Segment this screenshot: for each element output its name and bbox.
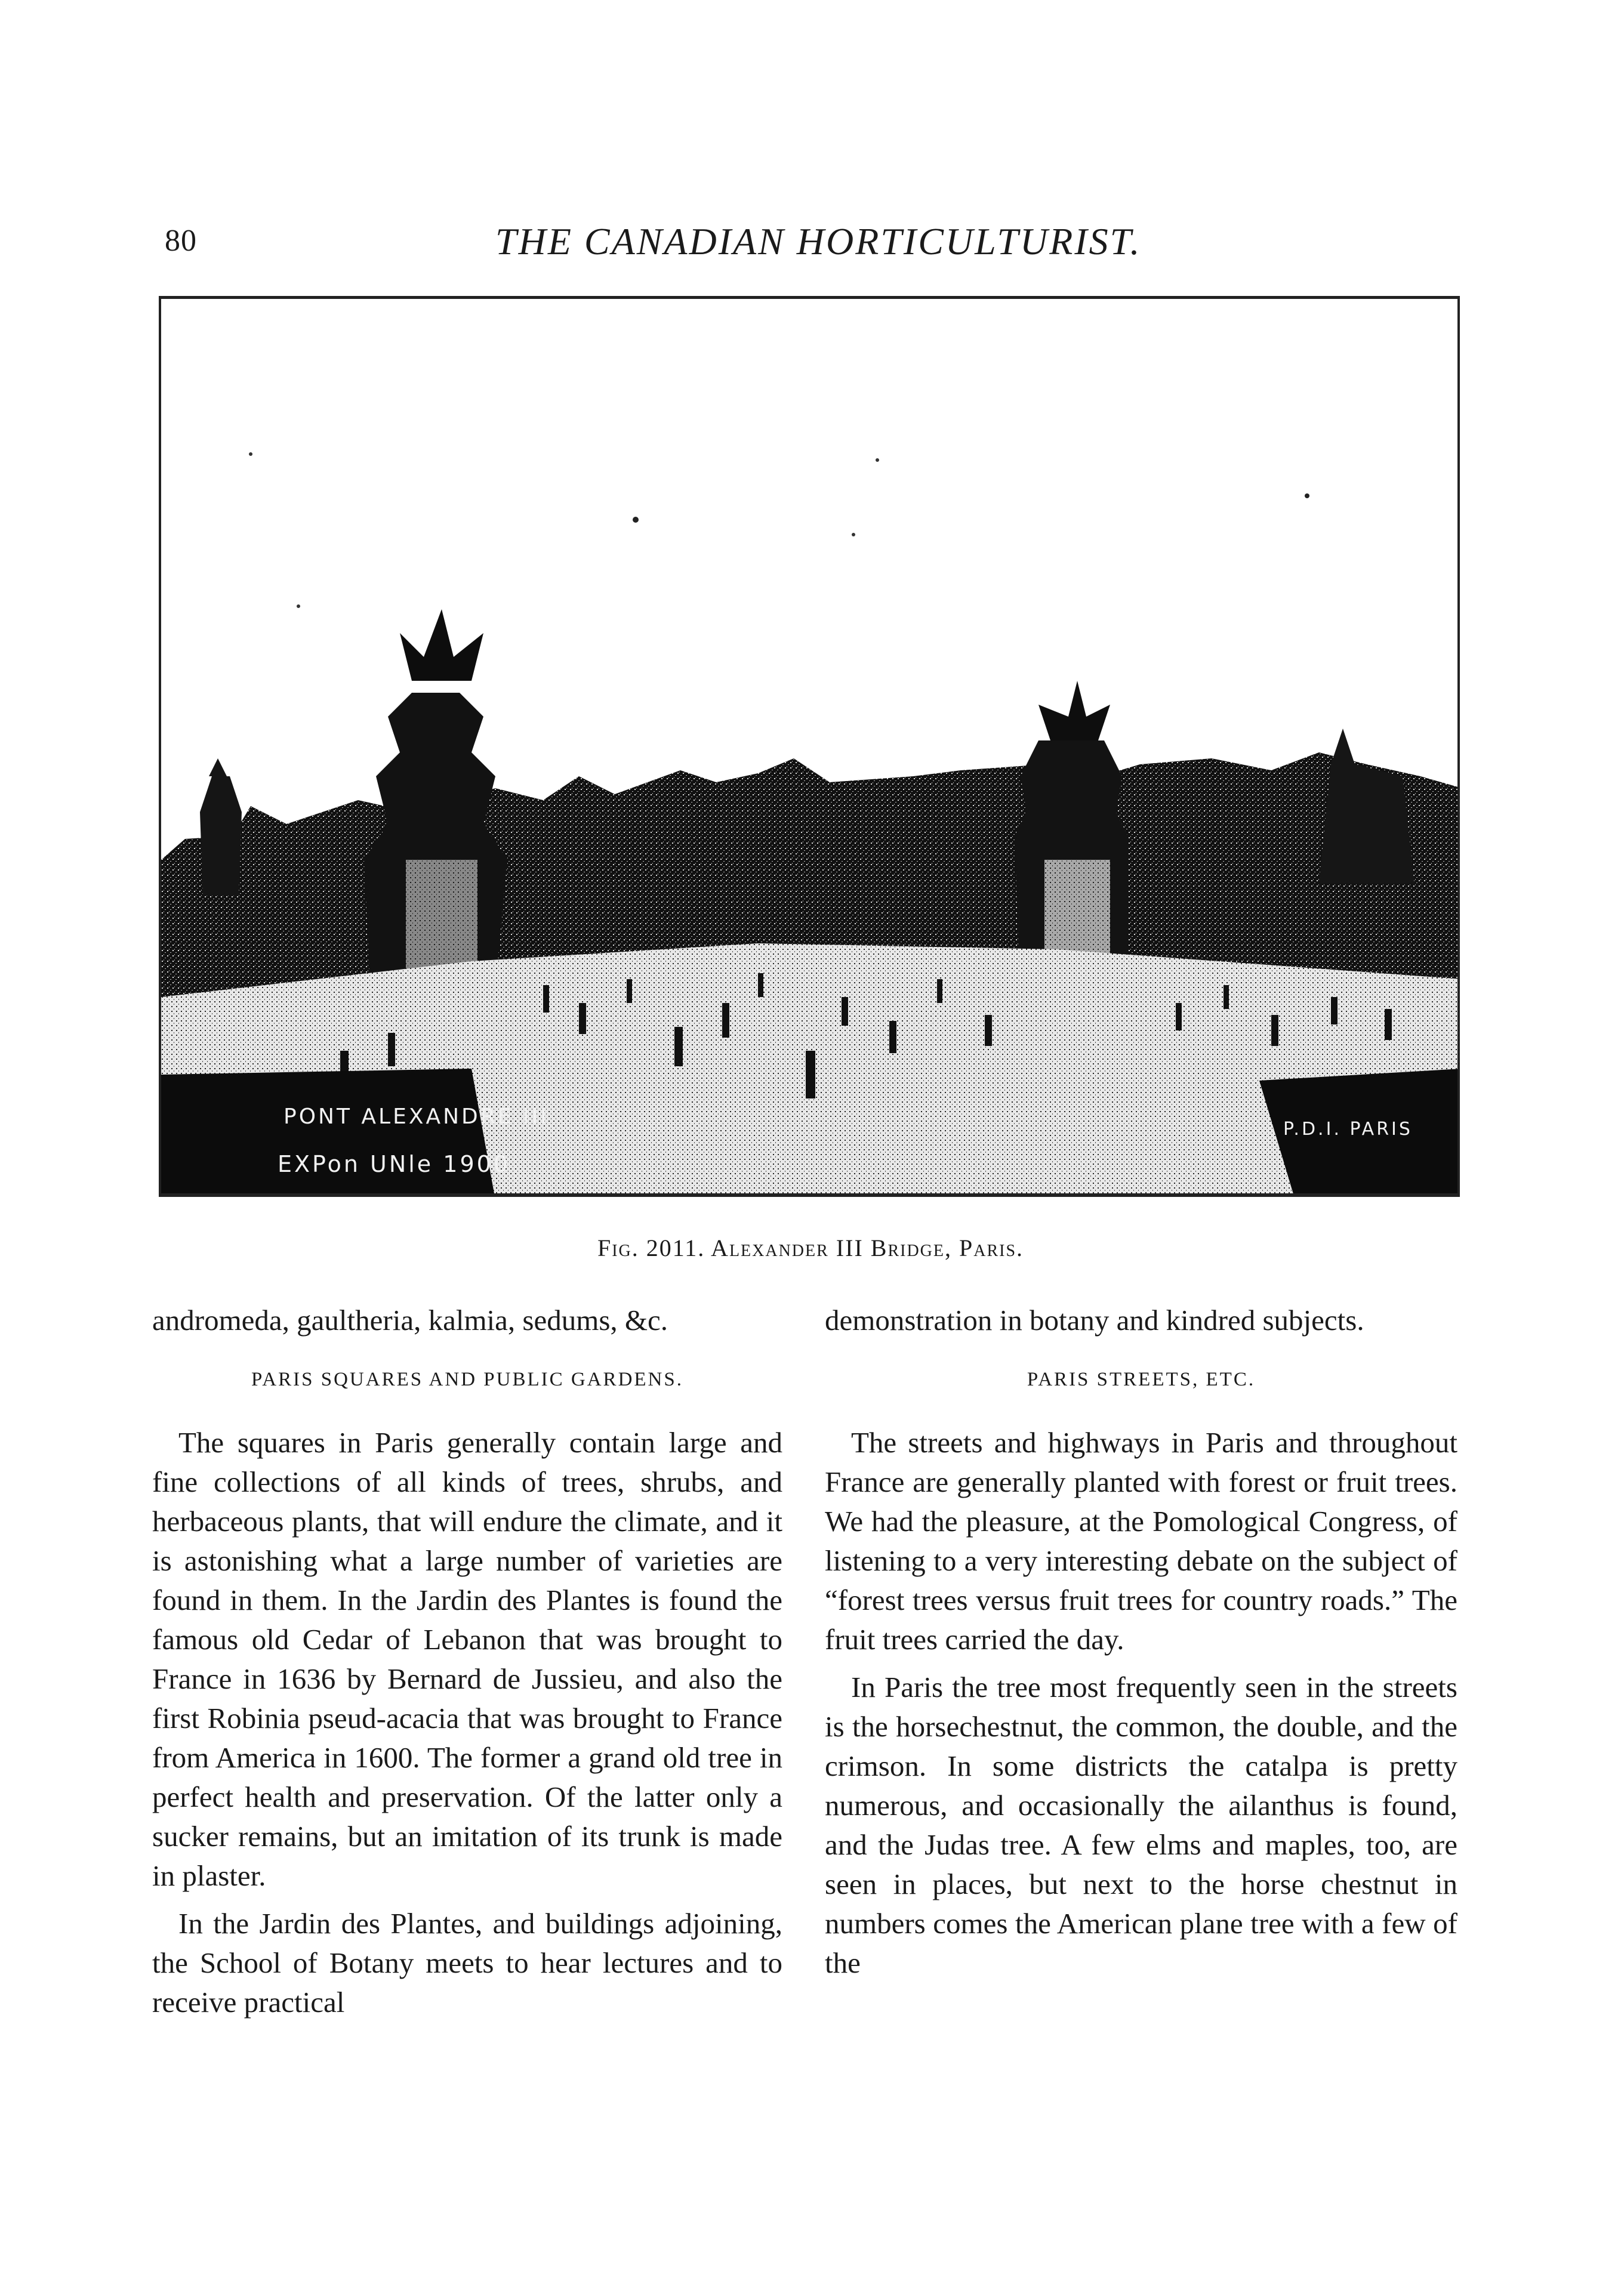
- figure-caption: Fig. 2011. Alexander III Bridge, Paris.: [597, 1235, 1024, 1261]
- left-paragraph-1: The squares in Paris generally contain large and fine collections of all kinds of trees, shrubs, and herbaceous plants, that will endure the climate, and it is astonishing what a large number of varieties are found in them. In the Jardin des Plantes is found the famous old Cedar of Lebanon that was brought to France in 1636 by Bernard de Jussieu, and also the first Robinia pseud-acacia that was brought to France from America in 1600. The former a grand old tree in perfect health and preservation. Of the latter only a sucker remains, but an imitation of its trunk is made in plaster.: [152, 1426, 782, 1892]
- running-title: THE CANADIAN HORTICULTURIST.: [495, 220, 1142, 263]
- right-column: [825, 1301, 1457, 1983]
- right-paragraph-1: The streets and highways in Paris and throughout France are generally planted with forest or fruit trees. We had the pleasure, at the Pomological Congress, of listening to a very interesting debate on the subject of “forest trees versus fruit trees for country roads.” The fruit trees carried the day.: [825, 1426, 1457, 1656]
- plate-label-exposition: EXPon UNle 1900: [278, 1151, 510, 1177]
- right-continuation: demonstration in botany and kindred subjects.: [825, 1304, 1364, 1337]
- section-heading-streets: PARIS STREETS, ETC.: [1027, 1369, 1256, 1390]
- page-number: 80: [165, 224, 197, 258]
- figure-plate: [159, 296, 1460, 1197]
- section-heading-squares: PARIS SQUARES AND PUBLIC GARDENS.: [251, 1369, 683, 1390]
- left-column: [152, 1301, 782, 2022]
- plate-label-publisher: P.D.I. PARIS: [1283, 1119, 1413, 1140]
- bridge-photograph: [161, 299, 1460, 1197]
- plate-label-bridge: PONT ALEXANDRE III: [283, 1104, 549, 1129]
- left-continuation: andromeda, gaultheria, kalmia, sedums, &c.: [152, 1304, 668, 1337]
- right-paragraph-2: In Paris the tree most frequently seen in the streets is the horsechestnut, the common, the double, and the crimson. In some districts the catalpa is pretty numerous, and occasionally the ailanthus is found, and the Judas tree. A few elms and maples, too, are seen in places, but next to the horse chestnut in numbers comes the American plane tree with a few of the: [825, 1671, 1457, 1979]
- left-paragraph-2: In the Jardin des Plantes, and buildings adjoining, the School of Botany meets to hear lectures and to receive practical: [152, 1907, 782, 2019]
